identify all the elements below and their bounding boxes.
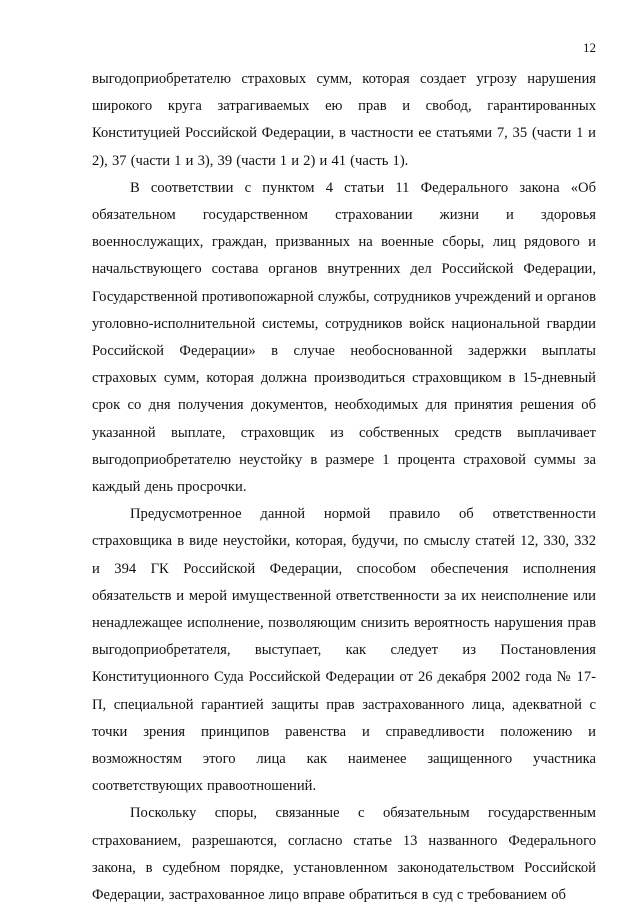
paragraph-insurer-liability: Предусмотренное данной нормой правило об ответственности страховщика в виде неустойки, которая, будучи, по смыслу статей 12, 330, 332 и 394 ГК Российской Федерации, способом обеспечения исполнения обязательств и мерой имущественной ответственности за их неисполнение или ненадлежащее исполнение, позволяющим снизить вероятность нарушения прав выгодоприобретателя, выступает, как следует из Постановления Конституционного Суда Российской Федерации от 26 декабря 2002 года № 17-П, специальной гарантией защиты прав застрахованного лица, адекватной с точки зрения принципов равенства и справедливости положению и возможностям этого лица как наименее защищенного участника соответствующих правоотношений. [92, 506, 596, 795]
page-number: 12 [583, 40, 596, 55]
document-body [92, 66, 596, 909]
paragraph-penalty-provision: В соответствии с пунктом 4 статьи 11 Федерального закона «Об обязательном государственном страховании жизни и здоровья военнослужащих, граждан, призванных на военные сборы, лиц рядового и начальствующего состава органов внутренних дел Российской Федерации, Государственной противопожарной службы, сотрудников учреждений и органов уголовно-исполнительной системы, сотрудников войск национальной гвардии Российской Федерации» в случае необоснованной задержки выплаты страховых сумм, которая должна производиться страховщиком в 15-дневный срок со дня получения документов, необходимых для принятия решения об указанной выплате, страховщик из собственных средств выплачивает выгодоприобретателю неустойку в размере 1 процента страховой суммы за каждый день просрочки. [92, 179, 596, 496]
paragraph-court-disputes: Поскольку споры, связанные с обязательным государственным страхованием, разрешаются, согласно статье 13 названного Федерального закона, в судебном порядке, установленном законодательством Российской Федерации, застрахованное лицо вправе обратиться в суд с требованием об [92, 805, 596, 904]
paragraph-continuation: выгодоприобретателю страховых сумм, которая создает угрозу нарушения широкого круга затрагиваемых ею прав и свобод, гарантированных Конституцией Российской Федерации, в частности ее статьями 7, 35 (части 1 и 2), 37 (части 1 и 3), 39 (части 1 и 2) и 41 (часть 1). [92, 71, 596, 169]
